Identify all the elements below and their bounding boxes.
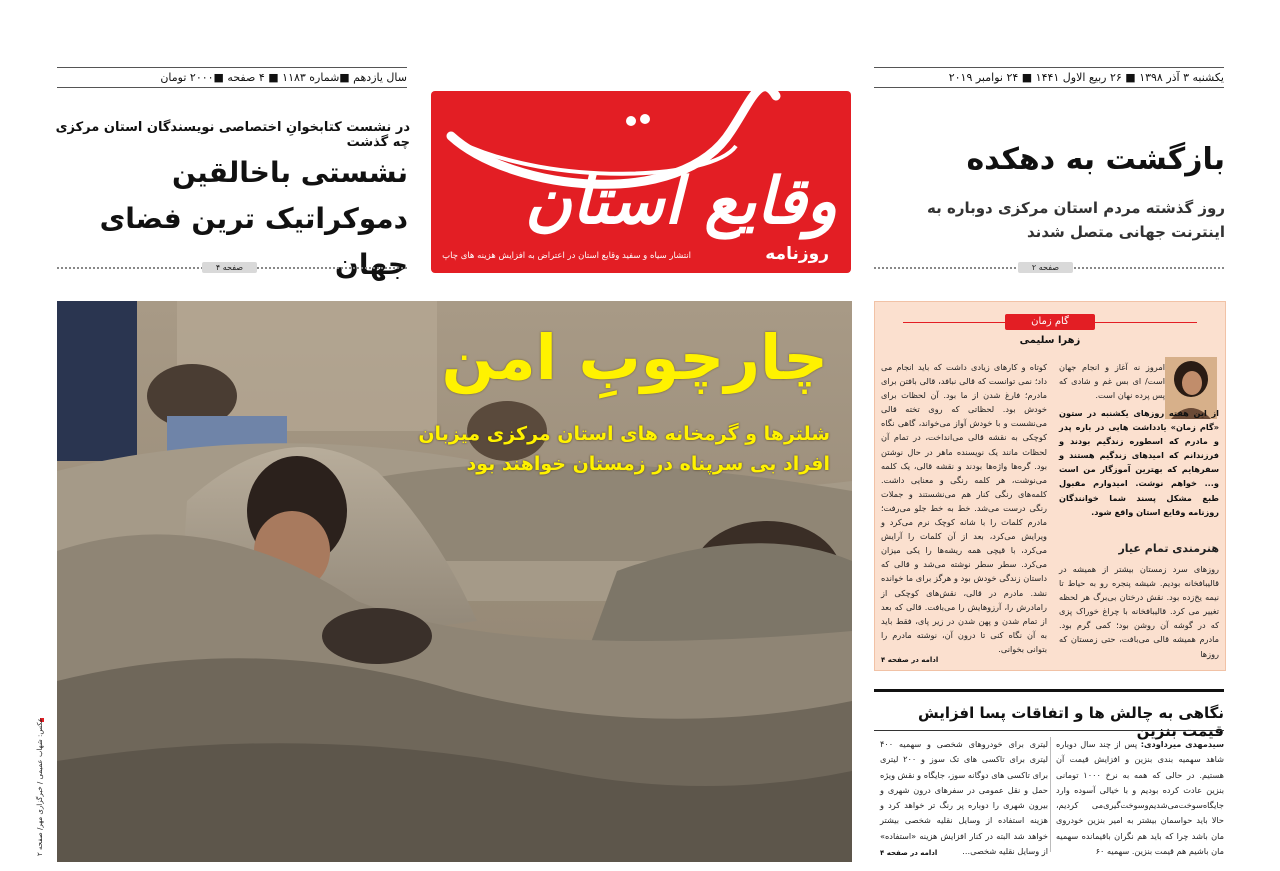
logo-text: وقایع استان [524,164,838,239]
masthead [431,91,851,273]
column-box [874,301,1226,671]
left-headline-line2: دموکراتیک ترین فضای جهان [99,202,408,281]
right-page-ref[interactable]: صفحه ۲ [1018,262,1073,273]
main-subhead-line2: افراد بی سرپناه در زمستان خواهند بود [466,453,830,475]
news-column-divider [1050,737,1051,852]
news-author: سیدمهدی میرداودی: [1140,739,1224,749]
column-intro: از این هفته روزهای یکشنبه در ستون «گام زمان» یادداشت هایی در باره پدر و مادرم که اسطوره زندگیم بودند و فرزندانم که امیدهای زندگیم هستند و سفرهایم که بهترین آموزگار من است و... خواهم نوشت. امیدوارم مقبول طبع مشکل پسند شما خوانندگان روزنامه وقایع استان واقع شود. [1059,408,1219,517]
column-badge: گام زمان [1005,314,1095,330]
news-headline[interactable]: نگاهی به چالش ها و اتفاقات پسا افزایش قیمت بنزین [917,704,1224,740]
main-photo[interactable] [57,301,852,862]
left-page-ref[interactable]: صفحه ۴ [202,262,257,273]
news-text-right: پس از چند سال دوباره شاهد سهمیه بندی بنزین و افزایش قیمت آن هستیم. در حالی که همه به نرخ ۱۰۰۰ تومانی بنزین عادت کرده بودیم و با خیالی آسوده وارد جایگاه‌سوخت‌می‌شدیم‌و‌سوخت‌گیری‌می کردیم، حالا باید حواسمان بیشتر به امیر بنزین خودروی مان باشد چرا که باید هم نگران باقیمانده سهمیه مان باشیم هم قیمت بنزین. سهمیه ۶۰ [1056,739,1224,857]
column-text-left: کوتاه و کارهای زیادی داشت که باید انجام می داد؛ نمی توانست که قالی نبافد، قالی بافتن برای مادرم؛ فارغ شدن از ما بود. آن لحظات برای خودش بود. لحظاتی که روی تخته قالی می‌نشست و با خودش آواز می‌خواند، گاهی نگاه کوچکی به نقشه قالی می‌انداخت، در تمام آن لحظات مانند یک نویسنده ماهر در حال نوشتن بود. گره‌ها واژه‌ها بودند و نقشه قالی، یک کلمه می‌نوشت، هر کلمه رنگی و معنایی داشت. کلمه‌های رنگی کنار هم می‌نشستند و جملات رنگی درست می‌شد. خط به خط جلو می‌رفت؛ مادرم کلمات را با شانه کوچک نرم می‌کرد و ویرایش می‌کرد، بعد از آن کلمات را آرایش می‌کرد، با قیچی همه ریشه‌ها را یکی میزان می‌کرد. سطر سطر نوشته می‌شد و قالی که داستان زندگی خودش بود و هرگز برای ما خوانده نشد. مادرم در قالی، نقش‌های کوچکی از رامادرش را، آرزوهایش را می‌بافت. قالی که بعد از تمام شدن و پهن شدن در زیر پای، فقط باید به آن نگاه کنی تا درون آن، نوشته مادرم را بتوانی بخوانی. [881,362,1047,654]
right-teaser-headline[interactable]: بازگشت به دهکده [966,142,1225,177]
column-author: زهرا سلیمی [1019,335,1081,346]
news-column-right [1056,737,1224,857]
masthead-tagline: انتشار سیاه و سفید وقایع استان در اعتراض به افزایش هزینه های چاپ [442,251,691,261]
news-rule [874,730,1224,731]
left-headline-line1: نشستی باخالقین [171,156,408,189]
issue-info: سال یازدهم ■شماره ۱۱۸۳ ■ ۴ صفحه ■۲۰۰۰ تومان [160,71,407,84]
photo-credit-text: عکس: شهاب عمیمی / خبرگزاری مهر/ صفحه ۲ [36,717,44,856]
date-info: یکشنبه ۳ آذر ۱۳۹۸ ■ ۲۶ ربیع الاول ۱۴۴۱ ■ ۲۴ نوامبر ۲۰۱۹ [948,71,1224,84]
column-quote: امروز نه آغاز و انجام جهان است/ ای بس غم و شادی که پس پرده نهان است. [1059,362,1165,401]
header-rule-right-bottom [874,87,1224,88]
header-rule-left-bottom [57,87,407,88]
main-headline: چارچوبِ امن [441,321,828,394]
newspaper-logo [431,91,851,273]
main-subhead-line1: شلترها و گرمخانه های استان مرکزی میزبان [418,423,830,445]
news-top-bar [874,689,1224,692]
column-text-right: روزهای سرد زمستان بیشتر از همیشه در قالیبافخانه بودیم. شیشه پنجره رو به حیاط تا نیمه یخ‌زده بود. نقش درختان بی‌برگ هر لحظه تغییر می کرد. قالیبافخانه با چراغ خوراک پزی که در گوشه آن روشن بود؛ کمی گرم بود. مادرم همیشه قالی می‌بافت، حتی زمستان که روزها [1059,564,1219,659]
logo-small: روزنامه [765,244,829,264]
left-teaser-kicker: در نشست کتابخوانِ اختصاصی نویسندگان استان مرکزی چه گذشت [55,120,410,150]
column-continue-link[interactable]: ادامه در صفحه ۴ [881,656,939,664]
header-rule-right [874,67,1224,68]
right-teaser-subhead: روز گذشته مردم استان مرکزی دوباره به اینترنت جهانی متصل شدند [927,199,1225,241]
header-rule-left [57,67,407,68]
column-subheading: هنرمندی تمام عیار [1118,542,1219,555]
news-continue-link[interactable]: ادامه در صفحه ۴ [880,849,938,857]
news-text-left: لیتری برای خودروهای شخصی و سهمیه ۴۰۰ لیتری برای تاکسی های تک سوز و ۲۰۰ لیتری برای تاکسی های دوگانه سوز، جایگاه و نقش ویژه حمل و نقل عمومی در سفرهای درون شهری و بیرون شهری را دوباره پر رنگ تر خواهد کرد و هزینه استفاده از وسایل نقلیه شخصی بیشتر خواهد شد البته در کنار افزایش هزینه «استفاده» از وسایل نقلیه شخصی... [880,739,1048,857]
photo-credit [32,716,52,856]
